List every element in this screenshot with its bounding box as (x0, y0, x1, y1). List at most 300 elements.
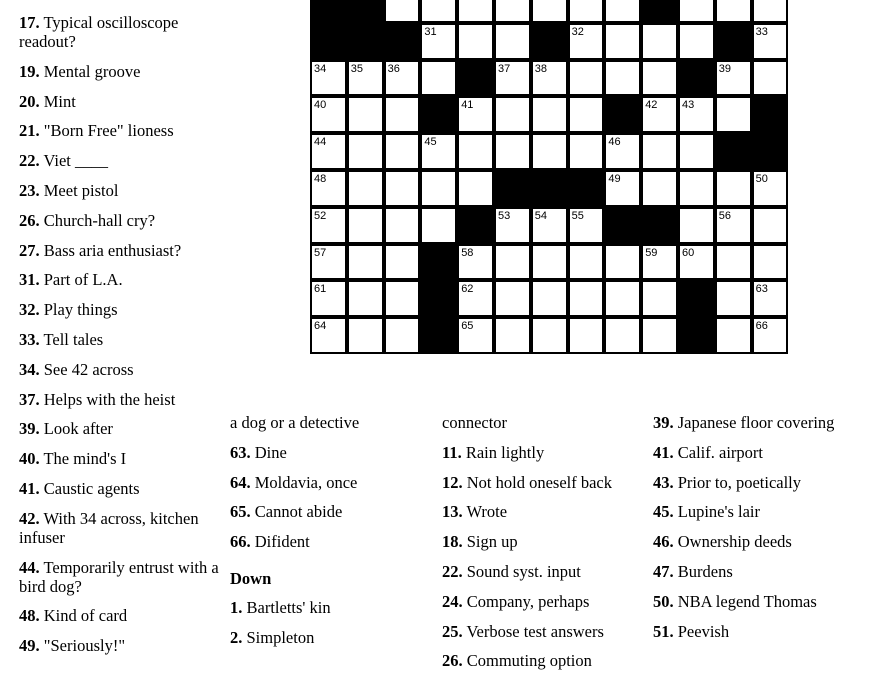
cell-number: 32 (571, 25, 584, 38)
grid-cell[interactable] (310, 133, 347, 170)
grid-cell-black (347, 23, 384, 60)
grid-cell[interactable] (678, 244, 715, 281)
grid-cell[interactable] (310, 170, 347, 207)
clue-item (230, 443, 435, 462)
grid-cell[interactable] (347, 170, 384, 207)
clue-text: Ownership deeds (673, 532, 792, 552)
grid-cell-black (568, 170, 605, 207)
grid-cell[interactable] (715, 170, 752, 207)
clue-text: Moldavia, once (250, 472, 358, 492)
cell-number: 36 (387, 62, 400, 75)
grid-cell[interactable] (715, 244, 752, 281)
cell-number: 43 (682, 99, 695, 112)
grid-cell[interactable] (420, 170, 457, 207)
grid-cell[interactable] (715, 280, 752, 317)
grid-cell[interactable] (678, 207, 715, 244)
clue-continuation: a dog or a detective (230, 413, 360, 432)
clue-item (19, 181, 219, 200)
grid-cell[interactable] (384, 133, 421, 170)
clue-item (442, 622, 647, 641)
grid-cell[interactable] (347, 280, 384, 317)
clue-text: Bass aria enthusiast? (39, 240, 182, 260)
clue-item (442, 473, 647, 492)
cell-number: 52 (314, 209, 327, 222)
clue-number: 23. (19, 180, 40, 200)
clue-text: Wrote (462, 502, 508, 522)
clue-number: 22. (442, 561, 463, 581)
clue-number: 47. (653, 561, 674, 581)
grid-cell[interactable] (568, 0, 605, 23)
grid-cell[interactable] (457, 133, 494, 170)
grid-cell[interactable] (310, 244, 347, 281)
grid-cell[interactable] (420, 207, 457, 244)
grid-cell-black (641, 0, 678, 23)
clue-item (230, 502, 435, 521)
clue-item (19, 558, 219, 596)
grid-cell[interactable] (494, 133, 531, 170)
grid-cell[interactable] (420, 60, 457, 97)
grid-cell-black (420, 317, 457, 354)
clue-text: Company, perhaps (462, 591, 590, 611)
down-clues-column-4 (653, 413, 858, 651)
clue-item (19, 121, 219, 140)
clue-text: Typical oscilloscope readout? (19, 13, 179, 51)
clue-text: "Seriously!" (39, 636, 126, 656)
grid-cell[interactable] (310, 317, 347, 354)
grid-cell[interactable] (494, 96, 531, 133)
clue-number: 19. (19, 61, 40, 81)
clue-number: 18. (442, 532, 463, 552)
grid-cell[interactable] (715, 0, 752, 23)
grid-cell[interactable] (531, 280, 568, 317)
grid-cell[interactable] (715, 96, 752, 133)
cell-number: 53 (498, 209, 511, 222)
clue-number: 39. (653, 413, 674, 432)
grid-cell[interactable] (641, 170, 678, 207)
clue-continuation: connector (442, 413, 508, 432)
clue-number: 64. (230, 472, 251, 492)
clue-text: See 42 across (39, 359, 134, 379)
grid-cell[interactable] (347, 96, 384, 133)
cell-number: 31 (424, 25, 437, 38)
grid-cell[interactable] (715, 207, 752, 244)
clue-item (19, 509, 219, 547)
clue-text: Sign up (462, 532, 518, 552)
grid-cell[interactable] (494, 280, 531, 317)
clue-item (19, 300, 219, 319)
cell-number: 54 (534, 209, 548, 222)
clue-item (230, 473, 435, 492)
clue-item (19, 449, 219, 468)
grid-cell-black (715, 133, 752, 170)
grid-cell[interactable] (420, 23, 457, 60)
cell-number (608, 0, 620, 1)
clue-number: 12. (442, 472, 463, 492)
clue-item (653, 592, 858, 611)
clue-number: 33. (19, 329, 40, 349)
grid-cell[interactable] (384, 280, 421, 317)
grid-cell[interactable] (531, 0, 568, 23)
clue-number: 51. (653, 621, 674, 641)
clue-number: 22. (19, 151, 40, 171)
clue-item (442, 651, 647, 670)
clue-text: "Born Free" lioness (39, 121, 174, 141)
clue-item (19, 92, 219, 111)
clue-text: Commuting option (462, 651, 592, 671)
clue-number: 31. (19, 270, 40, 290)
across-clues-column-1 (19, 0, 219, 666)
cell-number: 39 (718, 62, 732, 75)
clue-text: Bartletts' kin (242, 598, 331, 618)
crossword-grid[interactable] (310, 0, 790, 356)
clue-number: 13. (442, 502, 463, 522)
cell-number: 44 (314, 136, 327, 149)
clue-text: Temporarily entrust with a bird dog? (19, 557, 219, 596)
clue-text: Dine (250, 442, 287, 462)
clue-text: Church-hall cry? (39, 210, 156, 230)
grid-cell[interactable] (568, 60, 605, 97)
clue-text: Lupine's lair (673, 502, 760, 522)
clue-number: 42. (19, 508, 40, 528)
cell-number: 65 (461, 320, 474, 333)
clue-number: 63. (230, 442, 251, 462)
clue-item (653, 443, 858, 462)
clue-text: With 34 across, kitchen infuser (19, 508, 199, 547)
cell-number: 57 (314, 246, 327, 259)
grid-cell-black (457, 60, 494, 97)
grid-cell-black (384, 23, 421, 60)
grid-cell[interactable] (531, 317, 568, 354)
grid-cell[interactable] (568, 280, 605, 317)
clue-text: Tell tales (39, 329, 104, 349)
clue-text: Sound syst. input (462, 561, 581, 581)
grid-cell[interactable] (568, 96, 605, 133)
down-clues-column-3 (442, 413, 647, 681)
grid-cell-black (752, 133, 789, 170)
grid-cell-black (494, 170, 531, 207)
grid-cell[interactable] (604, 244, 641, 281)
clue-number: 20. (19, 91, 40, 111)
cell-number: 49 (608, 173, 621, 185)
cell-number: 42 (645, 99, 658, 112)
cell-number: 47 (718, 136, 732, 149)
grid-cell[interactable] (752, 207, 789, 244)
grid-cell[interactable] (678, 0, 715, 23)
clue-item (19, 419, 219, 438)
cell-number (572, 0, 584, 1)
grid-cell[interactable] (604, 23, 641, 60)
cell-number: 62 (461, 283, 474, 296)
clue-text: Play things (39, 300, 118, 320)
grid-cell-black (678, 317, 715, 354)
grid-cell[interactable] (457, 317, 494, 354)
grid-cell[interactable] (384, 170, 421, 207)
clue-item (19, 211, 219, 230)
grid-cell[interactable] (531, 96, 568, 133)
clue-text: Calif. airport (673, 442, 763, 462)
clue-text: Viet ____ (39, 151, 108, 171)
grid-cell[interactable] (494, 317, 531, 354)
grid-cell-black (715, 23, 752, 60)
cell-number: 48 (314, 173, 327, 185)
cell-number: 64 (314, 320, 327, 333)
clue-text: NBA legend Thomas (673, 591, 817, 611)
grid-cell-black (531, 170, 568, 207)
grid-cell-black (310, 23, 347, 60)
cell-number: 41 (461, 99, 474, 112)
grid-cell-black (604, 96, 641, 133)
clue-number: 34. (19, 359, 40, 379)
grid-cell[interactable] (457, 244, 494, 281)
grid-cell[interactable] (568, 317, 605, 354)
grid-cell-black (310, 0, 347, 23)
grid-cell[interactable] (457, 170, 494, 207)
cell-number: 50 (755, 173, 768, 185)
clue-number: 37. (19, 389, 40, 409)
clue-number: 65. (230, 502, 251, 522)
grid-cell[interactable] (310, 96, 347, 133)
clue-number: 49. (19, 636, 40, 656)
clue-text: Simpleton (242, 627, 315, 647)
grid-cell-black (420, 244, 457, 281)
grid-cell[interactable] (420, 0, 457, 23)
grid-cell[interactable] (531, 244, 568, 281)
grid-cell[interactable] (310, 60, 347, 97)
clue-number: 50. (653, 591, 674, 611)
grid-cell[interactable] (494, 60, 531, 97)
grid-cell[interactable] (457, 280, 494, 317)
grid-cell[interactable] (568, 133, 605, 170)
grid-cell-black (420, 280, 457, 317)
grid-cell[interactable] (420, 133, 457, 170)
grid-cell[interactable] (604, 280, 641, 317)
grid-cell[interactable] (531, 60, 568, 97)
clue-item (19, 479, 219, 498)
cell-number (388, 0, 400, 1)
grid-cell[interactable] (604, 60, 641, 97)
clue-item (442, 562, 647, 581)
clue-number: 26. (442, 651, 463, 671)
grid-cell-black (641, 207, 678, 244)
grid-cell[interactable] (715, 317, 752, 354)
grid-cell[interactable] (310, 280, 347, 317)
grid-cell[interactable] (604, 317, 641, 354)
grid-cell[interactable] (568, 23, 605, 60)
grid-cell-black (678, 60, 715, 97)
clue-item (442, 502, 647, 521)
clue-text: Peevish (673, 621, 730, 641)
grid-cell[interactable] (604, 133, 641, 170)
grid-cell[interactable] (347, 317, 384, 354)
clue-number: 66. (230, 532, 251, 552)
clue-text: Mint (39, 91, 76, 111)
cell-number: 35 (350, 62, 364, 75)
grid-cell[interactable] (494, 23, 531, 60)
grid-cell-black (604, 207, 641, 244)
clue-item (19, 13, 219, 51)
grid-cell-black (752, 96, 789, 133)
grid-cell[interactable] (678, 170, 715, 207)
clue-item (19, 390, 219, 409)
clue-item (19, 606, 219, 625)
clue-item (19, 62, 219, 81)
clue-item (653, 473, 858, 492)
grid-cell[interactable] (384, 60, 421, 97)
grid-cell[interactable] (604, 170, 641, 207)
grid-cell-black (347, 0, 384, 23)
clue-item (442, 443, 647, 462)
grid-cell[interactable] (641, 280, 678, 317)
clue-text: Kind of card (39, 606, 128, 626)
grid-cell[interactable] (568, 244, 605, 281)
clue-number: 26. (19, 210, 40, 230)
grid-cell[interactable] (752, 280, 789, 317)
clue-text: Mental groove (39, 61, 141, 81)
grid-cell[interactable] (678, 133, 715, 170)
clue-text: Part of L.A. (39, 270, 123, 290)
grid-cell[interactable] (678, 23, 715, 60)
grid-cell[interactable] (457, 96, 494, 133)
clue-item (442, 592, 647, 611)
grid-cell[interactable] (347, 207, 384, 244)
grid-cell[interactable] (752, 60, 789, 97)
clue-item (230, 598, 435, 617)
clue-number: 32. (19, 300, 40, 320)
down-heading: Down (230, 569, 272, 589)
grid-cell-black (531, 23, 568, 60)
grid-cell[interactable] (384, 244, 421, 281)
grid-cell[interactable] (641, 133, 678, 170)
clue-text: The mind's I (39, 449, 127, 469)
grid-cell[interactable] (641, 317, 678, 354)
cell-number: 37 (498, 62, 511, 75)
grid-cell[interactable] (384, 96, 421, 133)
clue-item (19, 151, 219, 170)
grid-cell[interactable] (641, 244, 678, 281)
grid-cell-black (678, 280, 715, 317)
clue-number: 39. (19, 419, 40, 439)
grid-cell[interactable] (494, 207, 531, 244)
grid-cell-black (457, 207, 494, 244)
clue-text: Cannot abide (250, 502, 343, 522)
grid-cell[interactable] (384, 317, 421, 354)
grid-cell[interactable] (531, 133, 568, 170)
cell-number: 66 (755, 320, 768, 333)
clue-item (653, 622, 858, 641)
grid-cell[interactable] (347, 60, 384, 97)
cell-number: 38 (534, 62, 548, 75)
cell-number: 59 (645, 246, 658, 259)
grid-cell[interactable] (641, 23, 678, 60)
grid-cell[interactable] (384, 0, 421, 23)
clue-text: Burdens (673, 561, 733, 581)
clue-number: 48. (19, 606, 40, 626)
grid-cell[interactable] (531, 207, 568, 244)
cell-number: 46 (608, 136, 621, 149)
clue-item (653, 562, 858, 581)
grid-cell[interactable] (457, 23, 494, 60)
cell-number: 45 (424, 136, 437, 149)
clue-text: Meet pistol (39, 180, 119, 200)
cell-number: 33 (755, 25, 768, 38)
clue-item (230, 628, 435, 647)
clue-number: 21. (19, 121, 40, 141)
clue-number: 45. (653, 502, 674, 522)
cell-number: 58 (461, 246, 474, 259)
clue-item (19, 330, 219, 349)
grid-cell[interactable] (641, 96, 678, 133)
grid-cell[interactable] (568, 207, 605, 244)
grid-cell-black (420, 96, 457, 133)
clue-item (442, 532, 647, 551)
grid-cell[interactable] (494, 0, 531, 23)
clue-text: Helps with the heist (39, 389, 176, 409)
cell-number: 56 (718, 209, 732, 222)
clue-item (653, 413, 858, 432)
clue-number: 44. (19, 557, 40, 577)
clue-number: 41. (653, 442, 674, 462)
cell-number: 55 (571, 209, 584, 222)
cell-number: 34 (314, 62, 327, 75)
clue-item (653, 532, 858, 551)
clue-number: 1. (230, 598, 243, 618)
clue-item (19, 636, 219, 655)
clue-text: Prior to, poetically (673, 472, 802, 492)
grid-cell[interactable] (752, 317, 789, 354)
grid-cell[interactable] (457, 0, 494, 23)
clue-number: 11. (442, 442, 462, 462)
clues-column-2 (230, 413, 435, 658)
clue-text: Japanese floor covering (673, 413, 835, 432)
cell-number (535, 0, 547, 1)
clue-text: Look after (39, 419, 113, 439)
grid-cell[interactable] (678, 96, 715, 133)
grid-cell[interactable] (347, 133, 384, 170)
clue-item (19, 241, 219, 260)
clue-text: Not hold oneself back (462, 472, 613, 492)
clue-number: 43. (653, 472, 674, 492)
clue-number: 40. (19, 449, 40, 469)
clue-text: Verbose test answers (462, 621, 604, 641)
clue-number: 25. (442, 621, 463, 641)
grid-cell[interactable] (310, 207, 347, 244)
cell-number: 63 (755, 283, 768, 296)
clue-number: 27. (19, 240, 40, 260)
clue-item (230, 532, 435, 551)
clue-number: 2. (230, 627, 243, 647)
grid-cell[interactable] (752, 0, 789, 23)
grid-cell[interactable] (715, 60, 752, 97)
clue-item (653, 502, 858, 521)
clue-item (19, 270, 219, 289)
grid-cell[interactable] (347, 244, 384, 281)
grid-cell[interactable] (752, 170, 789, 207)
grid-cell[interactable] (641, 60, 678, 97)
clue-number: 24. (442, 591, 463, 611)
grid-cell[interactable] (384, 207, 421, 244)
cell-number: 61 (314, 283, 327, 296)
grid-cell[interactable] (752, 244, 789, 281)
grid-cell[interactable] (604, 0, 641, 23)
grid-cell[interactable] (494, 244, 531, 281)
clue-item (19, 360, 219, 379)
cell-number: 60 (682, 246, 695, 259)
clue-text: Difident (250, 532, 310, 552)
clue-text: Rain lightly (461, 442, 545, 462)
clue-number: 17. (19, 13, 40, 32)
cell-number: 40 (314, 99, 327, 112)
grid-cell[interactable] (752, 23, 789, 60)
